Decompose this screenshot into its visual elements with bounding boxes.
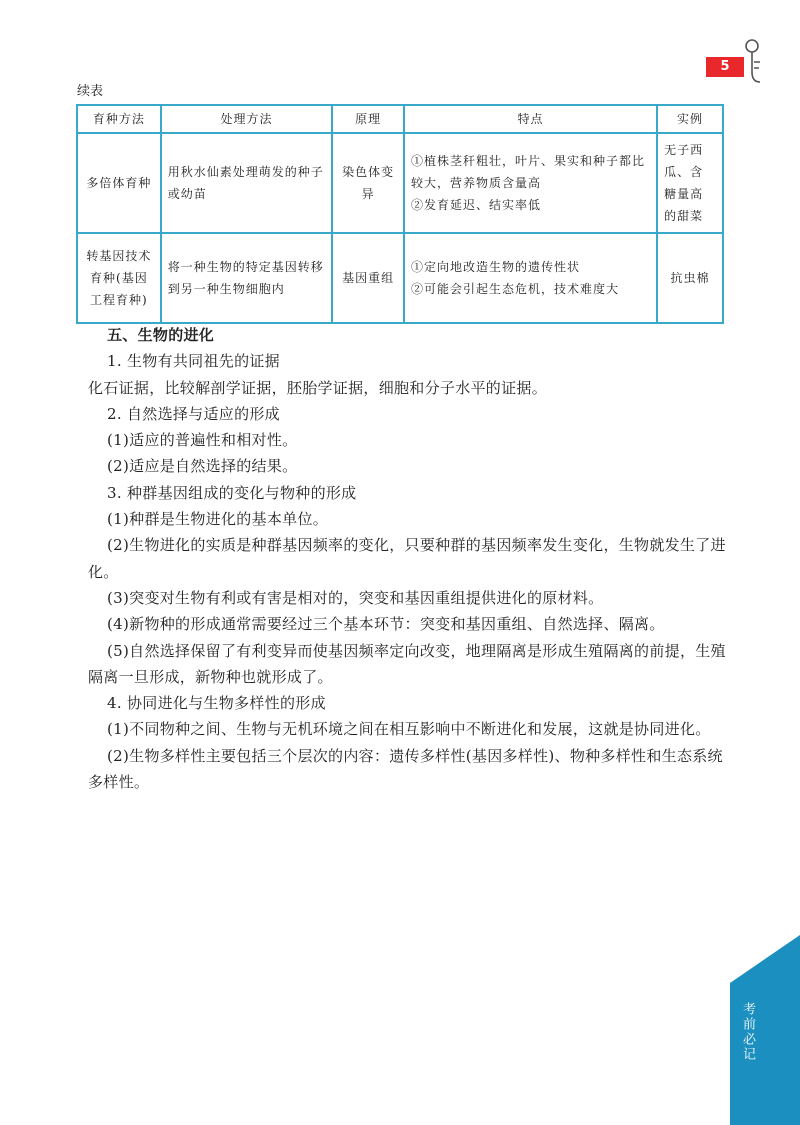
- paragraph: (5)自然选择保留了有利变异而使基因频率定向改变，地理隔离是形成生殖隔离的前提，生殖隔离一旦形成，新物种也就形成了。: [88, 641, 726, 686]
- table-cell-method: 转基因技术育种(基因工程育种): [77, 233, 161, 323]
- feature-line: ①植株茎秆粗壮，叶片、果实和种子都比较大，营养物质含量高: [410, 154, 645, 190]
- table-cell-treatment: 用秋水仙素处理萌发的种子或幼苗: [161, 133, 332, 233]
- table-row: [77, 133, 723, 233]
- feature-line: ①定向地改造生物的遗传性状: [410, 260, 580, 274]
- paragraph: (1)适应的普遍性和相对性。: [107, 431, 298, 450]
- paragraph: (2)适应是自然选择的结果。: [107, 457, 298, 476]
- breeding-methods-table: [76, 104, 724, 324]
- page-number-badge: 5: [706, 57, 744, 77]
- subsection-title: 3. 种群基因组成的变化与物种的形成: [107, 483, 357, 502]
- table-header: 实例: [657, 105, 723, 133]
- continued-label: 续表: [77, 84, 104, 99]
- side-tab-label: 考前必记: [740, 1002, 755, 1062]
- paragraph: (2)生物进化的实质是种群基因频率的变化，只要种群的基因频率发生变化，生物就发生了进化。: [88, 536, 726, 581]
- table-cell-treatment: 将一种生物的特定基因转移到另一种生物细胞内: [161, 233, 332, 323]
- table-header: 特点: [404, 105, 657, 133]
- table-header: 育种方法: [77, 105, 161, 133]
- table-cell-example: 无子西瓜、含糖量高的甜菜: [657, 133, 723, 233]
- subsection-title: 4. 协同进化与生物多样性的形成: [107, 694, 326, 713]
- key-decoration-icon: [744, 38, 770, 88]
- paragraph: 化石证据，比较解剖学证据，胚胎学证据，细胞和分子水平的证据。: [88, 378, 548, 397]
- table-cell-method: 多倍体育种: [77, 133, 161, 233]
- subsection-title: 1. 生物有共同祖先的证据: [107, 352, 280, 371]
- paragraph: (3)突变对生物有利或有害是相对的，突变和基因重组提供进化的原材料。: [107, 588, 604, 607]
- evolution-section: [88, 322, 738, 795]
- paragraph: (2)生物多样性主要包括三个层次的内容：遗传多样性(基因多样性)、物种多样性和生态系统多样性。: [88, 746, 723, 792]
- paragraph: (1)种群是生物进化的基本单位。: [107, 510, 329, 529]
- paragraph: (1)不同物种之间、生物与无机环境之间在相互影响中不断进化和发展，这就是协同进化。: [107, 720, 711, 739]
- subsection-title: 2. 自然选择与适应的形成: [107, 404, 280, 423]
- table-cell-principle: 染色体变异: [332, 133, 404, 233]
- table-cell-features: [404, 233, 657, 323]
- feature-line: ②可能会引起生态危机，技术难度大: [410, 282, 619, 296]
- table-cell-principle: 基因重组: [332, 233, 404, 323]
- table-cell-example: 抗虫棉: [657, 233, 723, 323]
- table-cell-features: [404, 133, 657, 233]
- table-header-row: [77, 105, 723, 133]
- table-header: 原理: [332, 105, 404, 133]
- section-title: 五、生物的进化: [107, 326, 215, 344]
- table-row: [77, 233, 723, 323]
- feature-line: ②发育延迟、结实率低: [410, 198, 541, 212]
- paragraph: (4)新物种的形成通常需要经过三个基本环节：突变和基因重组、自然选择、隔离。: [107, 615, 665, 634]
- table-header: 处理方法: [161, 105, 332, 133]
